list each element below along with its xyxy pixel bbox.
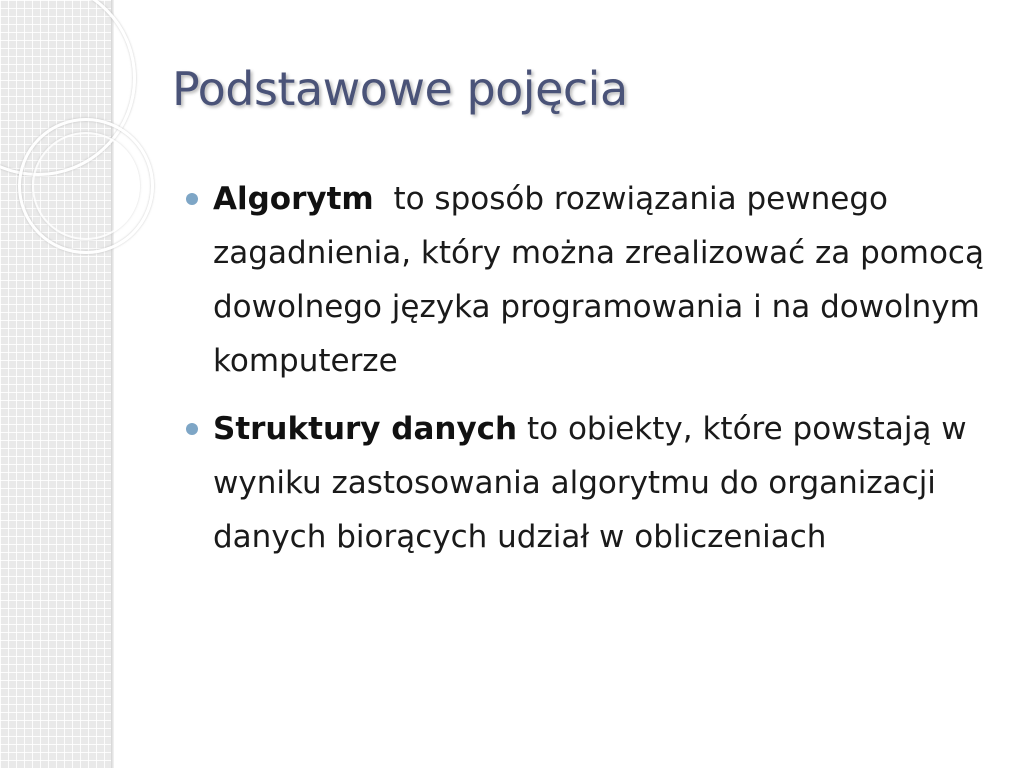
slide-title: Podstawowe pojęcia xyxy=(172,62,628,116)
bullet-text: to sposób rozwiązania pewnego zagadnienia, który można zrealizować za pomocą dowolnego języka programowania i na dowolnym komputerze xyxy=(213,181,994,379)
decorative-ring-small xyxy=(32,132,140,240)
bullet-term: Algorytm xyxy=(213,181,374,217)
bullet-list xyxy=(186,172,996,578)
bullet-item-struktury-danych xyxy=(186,402,996,564)
bullet-item-algorytm xyxy=(186,172,996,388)
bullet-dot-icon xyxy=(186,423,198,435)
bullet-text: to obiekty, które powstają w wyniku zastosowania algorytmu do organizacji danych biorących udział w obliczeniach xyxy=(213,411,977,555)
bullet-dot-icon xyxy=(186,193,198,205)
bullet-term: Struktury danych xyxy=(213,411,518,447)
